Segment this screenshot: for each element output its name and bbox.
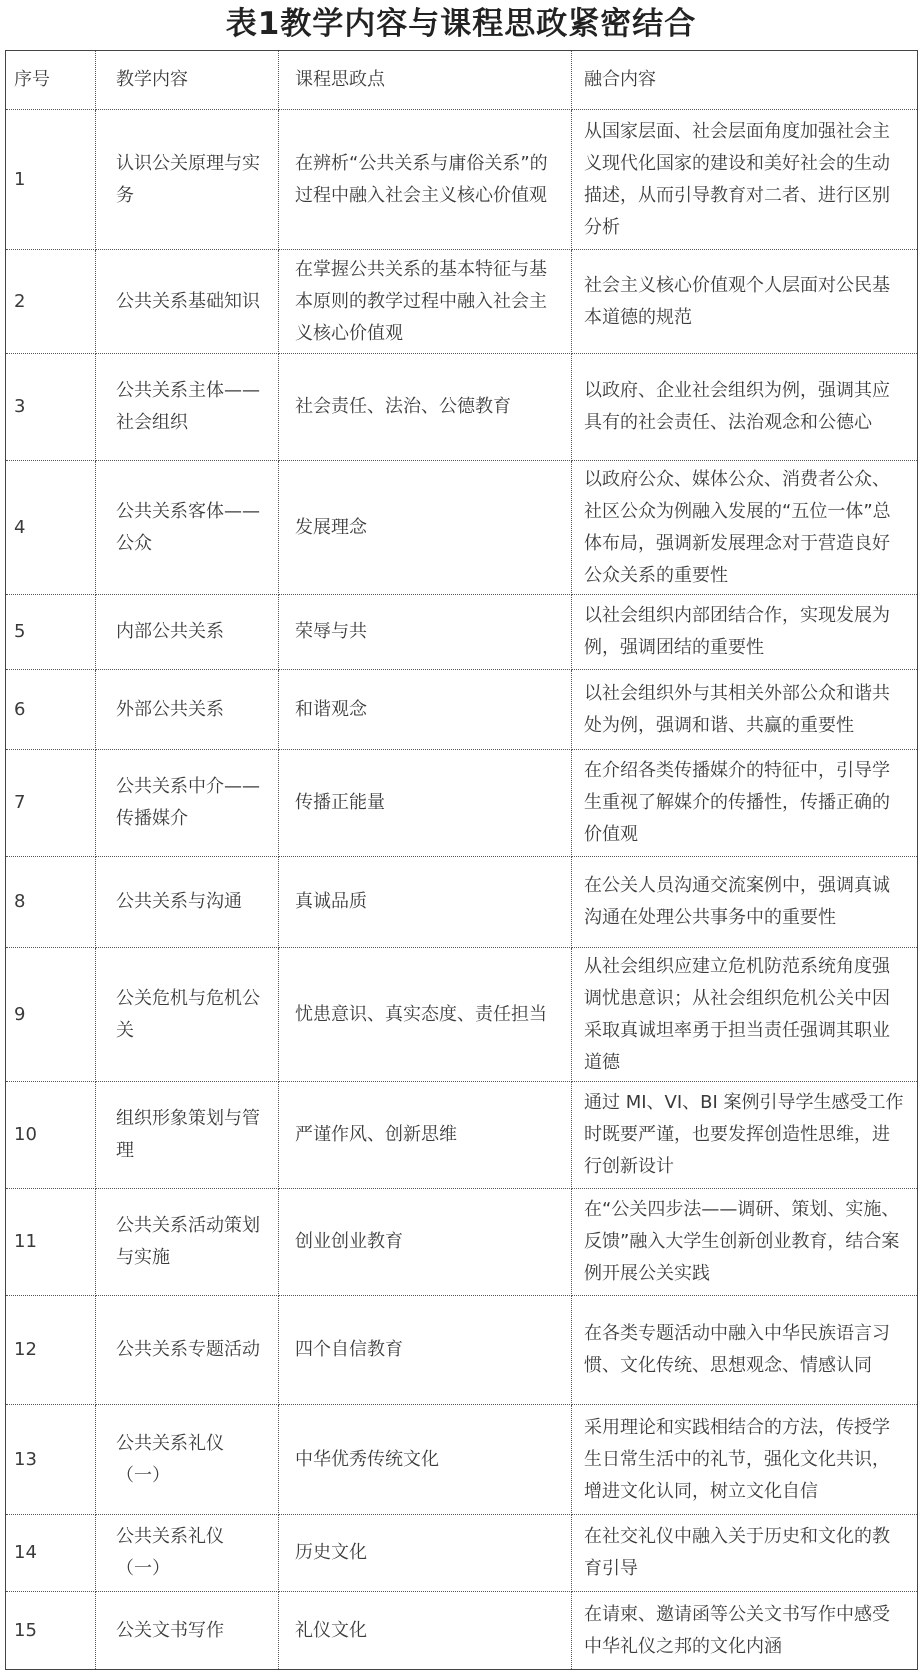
ideological-point-cell: 荣辱与共: [279, 595, 572, 670]
fusion-content-cell: 社会主义核心价值观个人层面对公民基本道德的规范: [572, 250, 918, 354]
table-row: [6, 250, 918, 354]
table-row: [6, 461, 918, 595]
row-number: 7: [6, 750, 96, 857]
teaching-content-cell: 组织形象策划与管理: [96, 1082, 279, 1189]
teaching-content-cell: 公共关系主体——社会组织: [96, 354, 279, 461]
row-number: 15: [6, 1592, 96, 1670]
table-row: [6, 354, 918, 461]
table-row: [6, 1592, 918, 1670]
fusion-content-cell: 在介绍各类传播媒介的特征中，引导学生重视了解媒介的传播性，传播正确的价值观: [572, 750, 918, 857]
fusion-content-cell: 从社会组织应建立危机防范系统角度强调忧患意识；从社会组织危机公关中因采取真诚坦率勇于担当责任强调其职业道德: [572, 948, 918, 1082]
teaching-content-cell: 公关文书写作: [96, 1592, 279, 1670]
fusion-content-cell: 以政府公众、媒体公众、消费者公众、社区公众为例融入发展的“五位一体”总体布局，强调新发展理念对于营造良好公众关系的重要性: [572, 461, 918, 595]
ideological-point-cell: 礼仪文化: [279, 1592, 572, 1670]
table-row: [6, 948, 918, 1082]
header-no: 序号: [6, 51, 96, 110]
row-number: 5: [6, 595, 96, 670]
row-number: 1: [6, 110, 96, 250]
header-point: 课程思政点: [279, 51, 572, 110]
teaching-content-cell: 公共关系专题活动: [96, 1296, 279, 1405]
table-row: [6, 595, 918, 670]
row-number: 9: [6, 948, 96, 1082]
fusion-content-cell: 在“公关四步法——调研、策划、实施、反馈”融入大学生创新创业教育，结合案例开展公关实践: [572, 1189, 918, 1296]
row-number: 12: [6, 1296, 96, 1405]
ideological-point-cell: 历史文化: [279, 1515, 572, 1592]
row-number: 8: [6, 857, 96, 948]
row-number: 13: [6, 1405, 96, 1515]
ideological-point-cell: 在辨析“公共关系与庸俗关系”的过程中融入社会主义核心价值观: [279, 110, 572, 250]
teaching-content-cell: 内部公共关系: [96, 595, 279, 670]
fusion-content-cell: 以社会组织外与其相关外部公众和谐共处为例，强调和谐、共赢的重要性: [572, 670, 918, 750]
fusion-content-cell: 通过 MI、VI、BI 案例引导学生感受工作时既要严谨，也要发挥创造性思维，进行创新设计: [572, 1082, 918, 1189]
teaching-content-cell: 公共关系礼仪（一）: [96, 1405, 279, 1515]
fusion-content-cell: 从国家层面、社会层面角度加强社会主义现代化国家的建设和美好社会的生动描述，从而引导教育对二者、进行区别分析: [572, 110, 918, 250]
row-number: 11: [6, 1189, 96, 1296]
header-fusion: 融合内容: [572, 51, 918, 110]
ideological-point-cell: 和谐观念: [279, 670, 572, 750]
fusion-content-cell: 以社会组织内部团结合作，实现发展为例，强调团结的重要性: [572, 595, 918, 670]
teaching-content-cell: 外部公共关系: [96, 670, 279, 750]
teaching-content-cell: 公共关系中介——传播媒介: [96, 750, 279, 857]
fusion-content-cell: 以政府、企业社会组织为例，强调其应具有的社会责任、法治观念和公德心: [572, 354, 918, 461]
table-row: [6, 1296, 918, 1405]
table-row: [6, 857, 918, 948]
teaching-content-cell: 公共关系基础知识: [96, 250, 279, 354]
teaching-content-table: [5, 50, 918, 1670]
ideological-point-cell: 中华优秀传统文化: [279, 1405, 572, 1515]
table-row: [6, 1405, 918, 1515]
fusion-content-cell: 在请柬、邀请函等公关文书写作中感受中华礼仪之邦的文化内涵: [572, 1592, 918, 1670]
table-row: [6, 110, 918, 250]
row-number: 10: [6, 1082, 96, 1189]
table-title: 表1教学内容与课程思政紧密结合: [225, 6, 697, 42]
ideological-point-cell: 社会责任、法治、公德教育: [279, 354, 572, 461]
ideological-point-cell: 在掌握公共关系的基本特征与基本原则的教学过程中融入社会主义核心价值观: [279, 250, 572, 354]
table-row: [6, 670, 918, 750]
ideological-point-cell: 传播正能量: [279, 750, 572, 857]
header-content: 教学内容: [96, 51, 279, 110]
teaching-content-cell: 认识公关原理与实务: [96, 110, 279, 250]
row-number: 3: [6, 354, 96, 461]
row-number: 14: [6, 1515, 96, 1592]
teaching-content-cell: 公共关系与沟通: [96, 857, 279, 948]
row-number: 6: [6, 670, 96, 750]
teaching-content-cell: 公共关系活动策划与实施: [96, 1189, 279, 1296]
ideological-point-cell: 真诚品质: [279, 857, 572, 948]
ideological-point-cell: 四个自信教育: [279, 1296, 572, 1405]
teaching-content-cell: 公共关系礼仪（一）: [96, 1515, 279, 1592]
fusion-content-cell: 在社交礼仪中融入关于历史和文化的教育引导: [572, 1515, 918, 1592]
row-number: 2: [6, 250, 96, 354]
table-row: [6, 750, 918, 857]
ideological-point-cell: 严谨作风、创新思维: [279, 1082, 572, 1189]
table-row: [6, 1515, 918, 1592]
fusion-content-cell: 在公关人员沟通交流案例中，强调真诚沟通在处理公共事务中的重要性: [572, 857, 918, 948]
table-header-row: [6, 51, 918, 110]
row-number: 4: [6, 461, 96, 595]
ideological-point-cell: 创业创业教育: [279, 1189, 572, 1296]
table-row: [6, 1082, 918, 1189]
fusion-content-cell: 采用理论和实践相结合的方法，传授学生日常生活中的礼节，强化文化共识，增进文化认同，树立文化自信: [572, 1405, 918, 1515]
table-row: [6, 1189, 918, 1296]
fusion-content-cell: 在各类专题活动中融入中华民族语言习惯、文化传统、思想观念、情感认同: [572, 1296, 918, 1405]
teaching-content-cell: 公关危机与危机公关: [96, 948, 279, 1082]
ideological-point-cell: 忧患意识、真实态度、责任担当: [279, 948, 572, 1082]
ideological-point-cell: 发展理念: [279, 461, 572, 595]
teaching-content-cell: 公共关系客体——公众: [96, 461, 279, 595]
